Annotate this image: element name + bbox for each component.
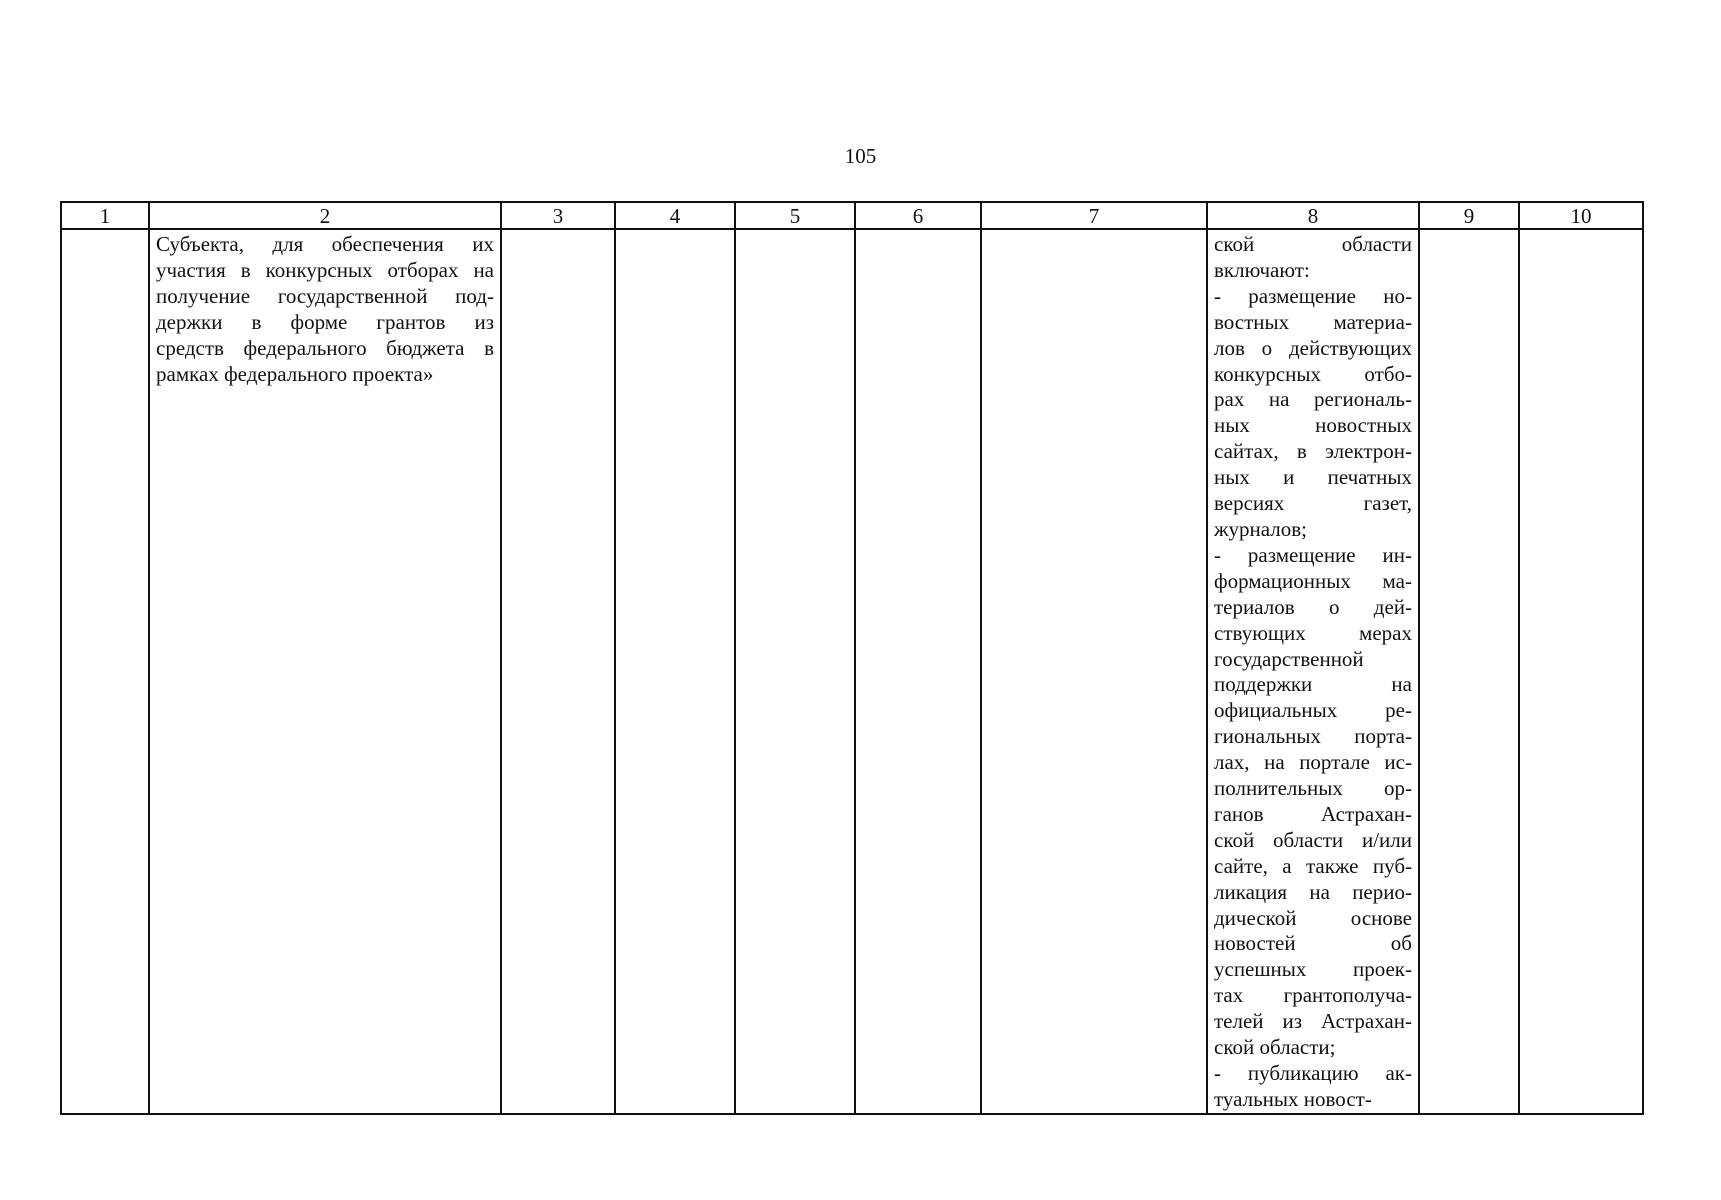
- column-number-3: 3: [501, 202, 615, 229]
- text-line: ных новостных: [1214, 413, 1412, 438]
- cell-col-8: [1207, 229, 1419, 1114]
- cell-col-1: [61, 229, 149, 1114]
- text-line: ствующих мерах: [1214, 620, 1412, 645]
- page-number: 105: [844, 144, 877, 168]
- text-line: телей из Астрахан-: [1214, 1009, 1412, 1034]
- text-line: журналов;: [1214, 516, 1307, 541]
- cell-col-6: [855, 229, 981, 1114]
- text-line: лов о действующих: [1214, 335, 1412, 360]
- cell-col-9: [1419, 229, 1519, 1114]
- text-line: - размещение но-: [1214, 283, 1412, 308]
- text-line: формационных ма-: [1214, 568, 1412, 593]
- text-line: сайте, а также пуб-: [1214, 853, 1412, 878]
- text-line: териалов о дей-: [1214, 594, 1412, 619]
- column-number-4: 4: [615, 202, 735, 229]
- table-row: [61, 229, 1643, 1114]
- cell-col-2: [149, 229, 501, 1114]
- text-line: ликация на перио-: [1214, 879, 1412, 904]
- text-line: участия в конкурсных отборах на: [156, 257, 494, 282]
- text-line: рамках федерального проекта»: [156, 361, 434, 386]
- column-number-8: 8: [1207, 202, 1419, 229]
- column-number-7: 7: [981, 202, 1207, 229]
- column-number-5: 5: [735, 202, 855, 229]
- document-table: [60, 201, 1644, 1115]
- text-line: ных и печатных: [1214, 465, 1412, 490]
- cell-col-5: [735, 229, 855, 1114]
- text-line: тах грантополуча-: [1214, 983, 1412, 1008]
- text-line: ской области и/или: [1214, 827, 1412, 852]
- text-line: - публикацию ак-: [1214, 1061, 1412, 1085]
- column-number-1: 1: [61, 202, 149, 229]
- cell-col-7: [981, 229, 1207, 1114]
- text-line: сайтах, в электрон-: [1214, 439, 1412, 464]
- text-line: гиональных порта-: [1214, 724, 1412, 749]
- text-line: туальных новост-: [1214, 1086, 1372, 1111]
- col2-text: [150, 230, 500, 387]
- column-number-9: 9: [1419, 202, 1519, 229]
- text-line: полнительных ор-: [1214, 776, 1412, 801]
- text-line: - размещение ин-: [1214, 542, 1412, 567]
- text-line: средств федерального бюджета в: [156, 335, 494, 360]
- text-line: Субъекта, для обеспечения их: [156, 232, 494, 256]
- text-line: версиях газет,: [1214, 491, 1412, 516]
- text-line: ганов Астрахан-: [1214, 801, 1412, 826]
- cell-col-4: [615, 229, 735, 1114]
- text-line: ской области;: [1214, 1035, 1336, 1060]
- column-number-6: 6: [855, 202, 981, 229]
- cell-col-10: [1519, 229, 1643, 1114]
- column-number-10: 10: [1519, 202, 1643, 229]
- text-line: держки в форме грантов из: [156, 309, 494, 334]
- text-line: ской области: [1214, 232, 1412, 256]
- text-line: дической основе: [1214, 905, 1412, 930]
- text-line: государственной: [1214, 646, 1364, 671]
- text-line: рах на региональ-: [1214, 387, 1412, 412]
- text-line: конкурсных отбо-: [1214, 361, 1412, 386]
- cell-col-3: [501, 229, 615, 1114]
- text-line: успешных проек-: [1214, 957, 1412, 982]
- text-line: лах, на портале ис-: [1214, 750, 1412, 775]
- col8-text: [1208, 230, 1418, 1113]
- text-line: официальных ре-: [1214, 698, 1412, 723]
- column-number-row: [61, 202, 1643, 229]
- text-line: востных материа-: [1214, 309, 1412, 334]
- text-line: включают:: [1214, 257, 1310, 282]
- text-line: получение государственной под-: [156, 283, 494, 308]
- column-number-2: 2: [149, 202, 501, 229]
- text-line: новостей об: [1214, 931, 1412, 956]
- text-line: поддержки на: [1214, 672, 1412, 697]
